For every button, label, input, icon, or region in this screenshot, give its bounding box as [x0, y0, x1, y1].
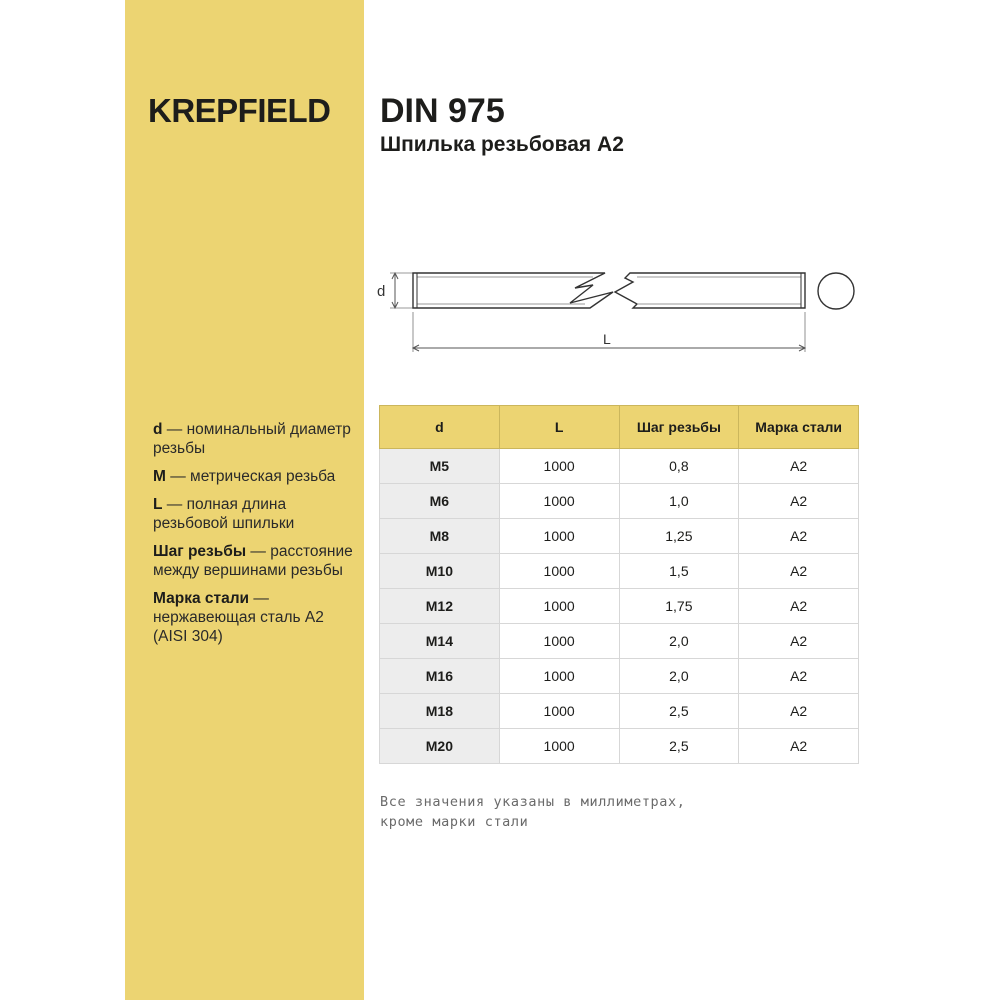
table-row [380, 554, 859, 589]
cell-d: M14 [380, 624, 500, 659]
cell-steel: A2 [739, 624, 859, 659]
table-row [380, 484, 859, 519]
legend-term: L [153, 496, 163, 513]
cell-l: 1000 [499, 729, 619, 764]
cell-pitch: 1,75 [619, 589, 739, 624]
cell-l: 1000 [499, 554, 619, 589]
table-row [380, 624, 859, 659]
cell-steel: A2 [739, 449, 859, 484]
cell-steel: A2 [739, 729, 859, 764]
cell-l: 1000 [499, 694, 619, 729]
legend-text: — расстояние между вершинами резьбы [153, 543, 353, 579]
header-l: L [499, 406, 619, 449]
cell-steel: A2 [739, 589, 859, 624]
legend-item-m [153, 467, 358, 486]
stud-left-section [413, 273, 613, 308]
legend-term: Марка стали [153, 590, 250, 607]
cell-pitch: 2,0 [619, 624, 739, 659]
table-row [380, 519, 859, 554]
table-row [380, 729, 859, 764]
l-label: L [603, 331, 611, 347]
legend-term: M [153, 468, 166, 485]
page-title: DIN 975 [380, 92, 505, 130]
cell-l: 1000 [499, 519, 619, 554]
legend-term: d [153, 421, 163, 438]
cell-d: M10 [380, 554, 500, 589]
cell-steel: A2 [739, 659, 859, 694]
stud-drawing [375, 262, 865, 362]
table-row [380, 694, 859, 729]
cell-d: M20 [380, 729, 500, 764]
header-d: d [380, 406, 500, 449]
stud-end-view [818, 273, 854, 309]
table-row [380, 589, 859, 624]
cell-d: M6 [380, 484, 500, 519]
cell-l: 1000 [499, 659, 619, 694]
brand-logo: KREPFIELD [148, 92, 331, 129]
cell-steel: A2 [739, 554, 859, 589]
cell-l: 1000 [499, 624, 619, 659]
legend-text: — метрическая резьба [165, 468, 336, 485]
header-steel: Марка стали [739, 406, 859, 449]
cell-pitch: 2,5 [619, 729, 739, 764]
legend-item-d [153, 420, 358, 458]
legend-item-l [153, 495, 358, 533]
legend [153, 420, 358, 655]
cell-d: M12 [380, 589, 500, 624]
page-subtitle: Шпилька резьбовая А2 [380, 133, 624, 156]
cell-l: 1000 [499, 449, 619, 484]
cell-pitch: 2,5 [619, 694, 739, 729]
cell-pitch: 1,5 [619, 554, 739, 589]
table-header-row [380, 406, 859, 449]
units-note-line2: кроме марки стали [380, 814, 529, 830]
cell-steel: A2 [739, 694, 859, 729]
cell-pitch: 1,0 [619, 484, 739, 519]
legend-text: — номинальный диаметр резьбы [153, 421, 351, 457]
legend-term: Шаг резьбы [153, 543, 247, 560]
legend-text: — нержавеющая сталь A2 (AISI 304) [153, 590, 324, 645]
cell-d: M16 [380, 659, 500, 694]
stud-right-section [615, 273, 805, 308]
legend-item-steel [153, 589, 358, 646]
cell-steel: A2 [739, 519, 859, 554]
legend-text: — полная длина резьбовой шпильки [153, 496, 295, 532]
spec-table [379, 405, 859, 764]
units-note-line1: Все значения указаны в миллиметрах, [380, 794, 686, 810]
cell-steel: A2 [739, 484, 859, 519]
header-pitch: Шаг резьбы [619, 406, 739, 449]
d-label: d [377, 283, 386, 300]
legend-item-pitch [153, 542, 358, 580]
table-row [380, 449, 859, 484]
table-row [380, 659, 859, 694]
cell-d: M8 [380, 519, 500, 554]
units-note [380, 792, 685, 832]
cell-l: 1000 [499, 589, 619, 624]
cell-pitch: 0,8 [619, 449, 739, 484]
cell-pitch: 2,0 [619, 659, 739, 694]
cell-d: M5 [380, 449, 500, 484]
cell-l: 1000 [499, 484, 619, 519]
cell-d: M18 [380, 694, 500, 729]
cell-pitch: 1,25 [619, 519, 739, 554]
